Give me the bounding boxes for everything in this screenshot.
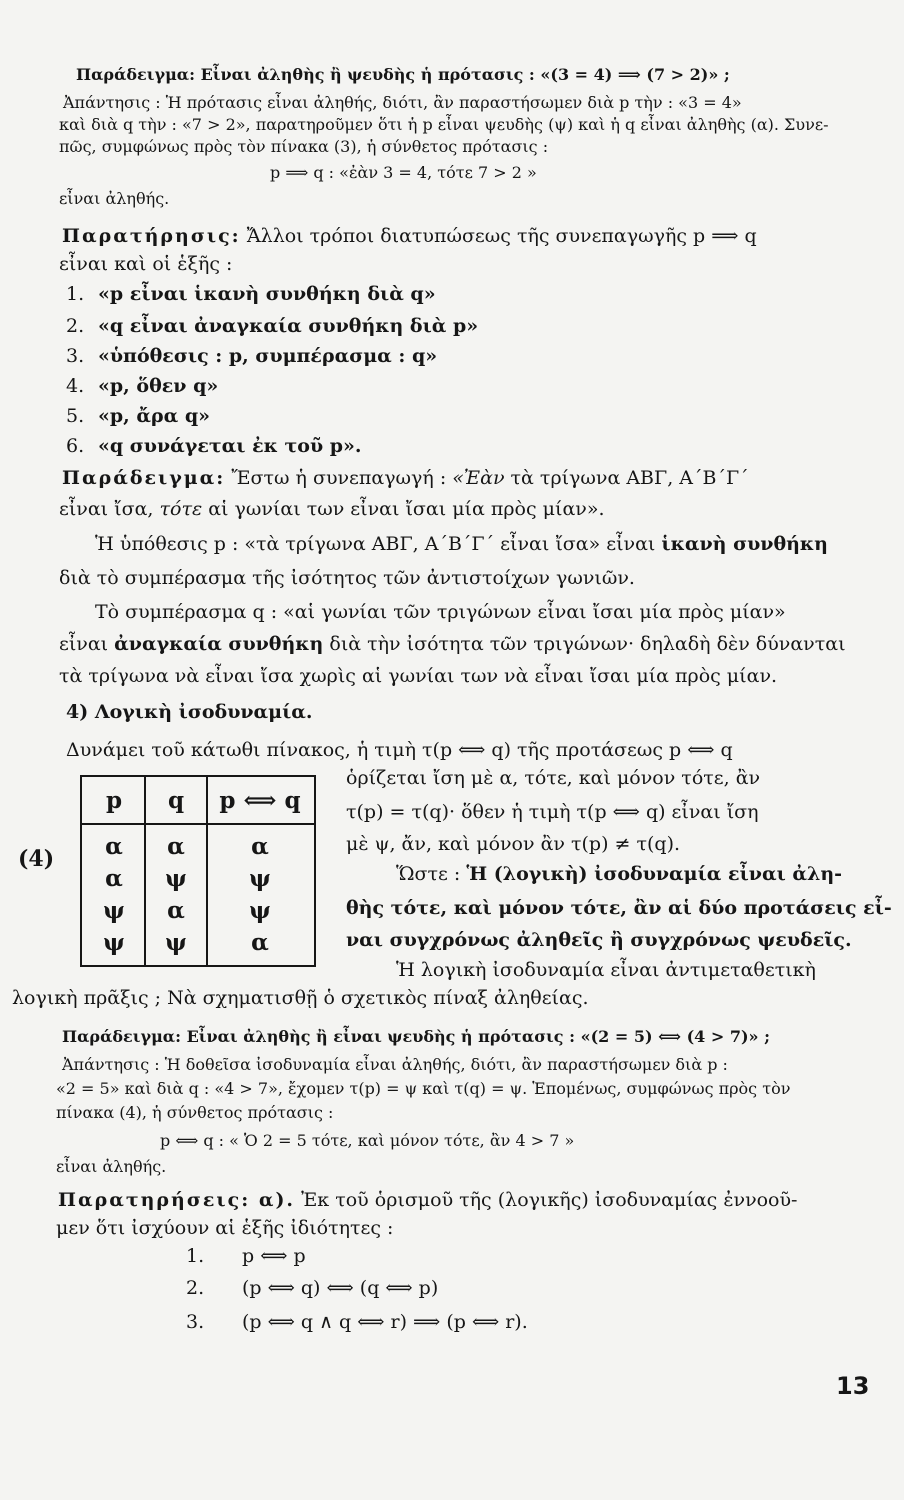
list-item-number: 4. — [66, 375, 85, 397]
list-item-number: 2. — [66, 315, 85, 337]
remark-1-line-1 — [62, 224, 757, 248]
list-item-text: «p, ὅθεν q» — [98, 375, 219, 397]
answer-3-line-1: Ἀπάντησις : Ἡ δοθεῖσα ἰσοδυναμία εἶναι ἀληθής, διότι, ἂν παραστήσωμεν διὰ p : — [62, 1055, 728, 1074]
truth-table-4 — [80, 775, 316, 967]
equivalence-statement: Ἡ (λογικὴ) ἰσοδυναμία εἶναι ἀλη- — [466, 863, 843, 885]
answer-3-conclusion: εἶναι ἀληθής. — [56, 1157, 167, 1176]
property-number: 3. — [186, 1311, 205, 1333]
table-cell: α — [251, 929, 269, 956]
table-cell: ψ — [103, 897, 125, 924]
hypothesis-line-2: διὰ τὸ συμπέρασμα τῆς ἰσότητος τῶν ἀντιστοίχων γωνιῶν. — [59, 567, 635, 589]
list-item-text: «q συνάγεται ἐκ τοῦ p». — [98, 435, 362, 457]
remark-1-text: Ἄλλοι τρόποι διατυπώσεως τῆς συνεπαγωγῆς p ⟹ q — [246, 225, 757, 247]
property-formula: (p ⟺ q) ⟺ (q ⟺ p) — [242, 1277, 439, 1299]
answer-3-line-2: «2 = 5» καὶ διὰ q : «4 > 7», ἔχομεν τ(p) = ψ καὶ τ(q) = ψ. Ἑπομένως, συμφώνως πρὸς τὸν — [56, 1079, 791, 1098]
definition-line-5: θὴς τότε, καὶ μόνον τότε, ἂν αἱ δύο προτάσεις εἶ- — [346, 897, 892, 919]
property-formula: p ⟺ p — [242, 1245, 306, 1267]
example-2-if: «Ἐὰν — [452, 467, 505, 489]
definition-line-6: ναι συγχρόνως ἀληθεῖς ἢ συγχρόνως ψευδεῖς. — [346, 929, 852, 951]
table-header: q — [167, 787, 185, 814]
table-divider — [82, 823, 314, 825]
answer-1-line-1: Ἀπάντησις : Ἡ πρότασις εἶναι ἀληθής, διότι, ἂν παραστήσωμεν διὰ p τὴν : «3 = 4» — [63, 93, 742, 112]
list-item-number: 3. — [66, 345, 85, 367]
property-item — [186, 1276, 438, 1300]
example-2-triangles: τὰ τρίγωνα ΑΒΓ, Α΄Β΄Γ΄ — [510, 467, 749, 489]
table-cell: ψ — [165, 929, 187, 956]
list-item — [66, 404, 210, 428]
property-item — [186, 1244, 306, 1268]
list-item-text: «q εἶναι ἀναγκαία συνθήκη διὰ p» — [98, 315, 479, 337]
definition-line-1: ὁρίζεται ἴση μὲ α, τότε, καὶ μόνον τότε, ἂν — [346, 767, 761, 789]
hypothesis-text: Ἡ ὑπόθεσις p : «τὰ τρίγωνα ΑΒΓ, Α΄Β΄Γ΄ εἶναι ἴσα» εἶναι — [95, 533, 656, 555]
example-1-heading: Παράδειγμα: Εἶναι ἀληθὴς ἢ ψευδὴς ἡ πρότασις : «(3 = 4) ⟹ (7 > 2)» ; — [76, 65, 730, 84]
sufficient-condition: ἱκανὴ συνθήκη — [661, 533, 828, 555]
conclusion-line-3: τὰ τρίγωνα νὰ εἶναι ἴσα χωρὶς αἱ γωνίαι των νὰ εἶναι ἴσαι μία πρὸς μίαν. — [59, 665, 778, 687]
conclusion-rest: διὰ τὴν ἰσότητα τῶν τριγώνων· δηλαδὴ δὲν δύνανται — [329, 633, 846, 655]
property-number: 1. — [186, 1245, 205, 1267]
definition-line-2: τ(p) = τ(q)· ὅθεν ἡ τιμὴ τ(p ⟺ q) εἶναι ἴση — [346, 801, 759, 823]
remark-1-title: Παρατήρησις: — [62, 225, 241, 247]
example-3-heading: Παράδειγμα: Εἶναι ἀληθὴς ἢ εἶναι ψευδὴς ἡ πρότασις : «(2 = 5) ⟺ (4 > 7)» ; — [62, 1027, 771, 1046]
remarks-line-2: μεν ὅτι ἰσχύουν αἱ ἑξῆς ἰδιότητες : — [56, 1217, 394, 1239]
hypothesis-line — [95, 532, 828, 556]
answer-3-line-3: πίνακα (4), ἡ σύνθετος πρότασις : — [56, 1103, 334, 1122]
property-item — [186, 1310, 528, 1334]
example-2-line-1 — [62, 466, 749, 490]
section-4-heading: 4) Λογικὴ ἰσοδυναμία. — [66, 701, 313, 723]
list-item — [66, 434, 362, 458]
answer-1-line-3: πῶς, συμφώνως πρὸς τὸν πίνακα (3), ἡ σύνθετος πρότασις : — [59, 137, 549, 156]
necessary-condition: ἀναγκαία συνθήκη — [114, 633, 324, 655]
answer-1-formula: p ⟹ q : «ἐὰν 3 = 4, τότε 7 > 2 » — [270, 163, 537, 182]
example-2-line-2 — [59, 497, 605, 521]
section-4-intro: Δυνάμει τοῦ κάτωθι πίνακος, ἡ τιμὴ τ(p ⟺ q) τῆς προτάσεως p ⟺ q — [66, 739, 733, 761]
remark-1-line-2: εἶναι καὶ οἱ ἑξῆς : — [59, 253, 233, 275]
table-header: p — [105, 787, 123, 814]
answer-3-formula: p ⟺ q : « Ὁ 2 = 5 τότε, καὶ μόνον τότε, ἂν 4 > 7 » — [160, 1131, 575, 1150]
list-item — [66, 282, 436, 306]
conclusion-line-2 — [59, 632, 846, 656]
table-cell: ψ — [103, 929, 125, 956]
answer-1-line-2: καὶ διὰ q τὴν : «7 > 2», παρατηροῦμεν ὅτι ἡ p εἶναι ψευδὴς (ψ) καὶ ἡ q εἶναι ἀληθὴς (α). Συνε- — [59, 115, 829, 134]
table-cell: α — [167, 897, 185, 924]
definition-line-7: Ἡ λογικὴ ἰσοδυναμία εἶναι ἀντιμεταθετικὴ — [396, 959, 816, 981]
list-item-text: «p, ἄρα q» — [98, 405, 211, 427]
table-label: (4) — [18, 846, 55, 872]
table-cell: α — [167, 833, 185, 860]
table-cell: α — [251, 833, 269, 860]
therefore: Ὥστε : — [396, 863, 461, 885]
definition-line-4 — [396, 862, 842, 886]
list-item-text: «p εἶναι ἱκανὴ συνθήκη διὰ q» — [98, 283, 436, 305]
list-item — [66, 314, 478, 338]
property-formula: (p ⟺ q ∧ q ⟺ r) ⟹ (p ⟺ r). — [242, 1311, 528, 1333]
definition-line-8: λογικὴ πρᾶξις ; Νὰ σχηματισθῇ ὁ σχετικὸς πίναξ ἀληθείας. — [12, 987, 589, 1009]
property-number: 2. — [186, 1277, 205, 1299]
table-cell: ψ — [249, 865, 271, 892]
page-number: 13 — [836, 1372, 870, 1400]
table-cell: α — [105, 865, 123, 892]
list-item — [66, 344, 437, 368]
example-2-equal: εἶναι ἴσα, — [59, 498, 154, 520]
list-item-number: 6. — [66, 435, 85, 457]
example-2-then: τότε — [159, 498, 203, 520]
example-2-text: Ἔστω ἡ συνεπαγωγή : — [231, 467, 447, 489]
table-cell: ψ — [249, 897, 271, 924]
example-2-angles: αἱ γωνίαι των εἶναι ἴσαι μία πρὸς μίαν». — [208, 498, 605, 520]
conclusion-line: Τὸ συμπέρασμα q : «αἱ γωνίαι τῶν τριγώνων εἶναι ἴσαι μία πρὸς μίαν» — [95, 601, 786, 623]
remarks-text: Ἐκ τοῦ ὁρισμοῦ τῆς (λογικῆς) ἰσοδυναμίας ἐννοοῦ- — [301, 1189, 798, 1211]
list-item — [66, 374, 218, 398]
answer-1-conclusion: εἶναι ἀληθής. — [59, 189, 170, 208]
list-item-number: 5. — [66, 405, 85, 427]
conclusion-is: εἶναι — [59, 633, 109, 655]
list-item-number: 1. — [66, 283, 85, 305]
remarks-title: Παρατηρήσεις: α). — [58, 1189, 296, 1211]
table-header: p ⟺ q — [219, 787, 301, 814]
remarks-line-1 — [58, 1188, 797, 1212]
table-cell: ψ — [165, 865, 187, 892]
example-2-title: Παράδειγμα: — [62, 467, 226, 489]
table-cell: α — [105, 833, 123, 860]
list-item-text: «ὑπόθεσις : p, συμπέρασμα : q» — [98, 345, 438, 367]
definition-line-3: μὲ ψ, ἄν, καὶ μόνον ἂν τ(p) ≠ τ(q). — [346, 833, 681, 855]
